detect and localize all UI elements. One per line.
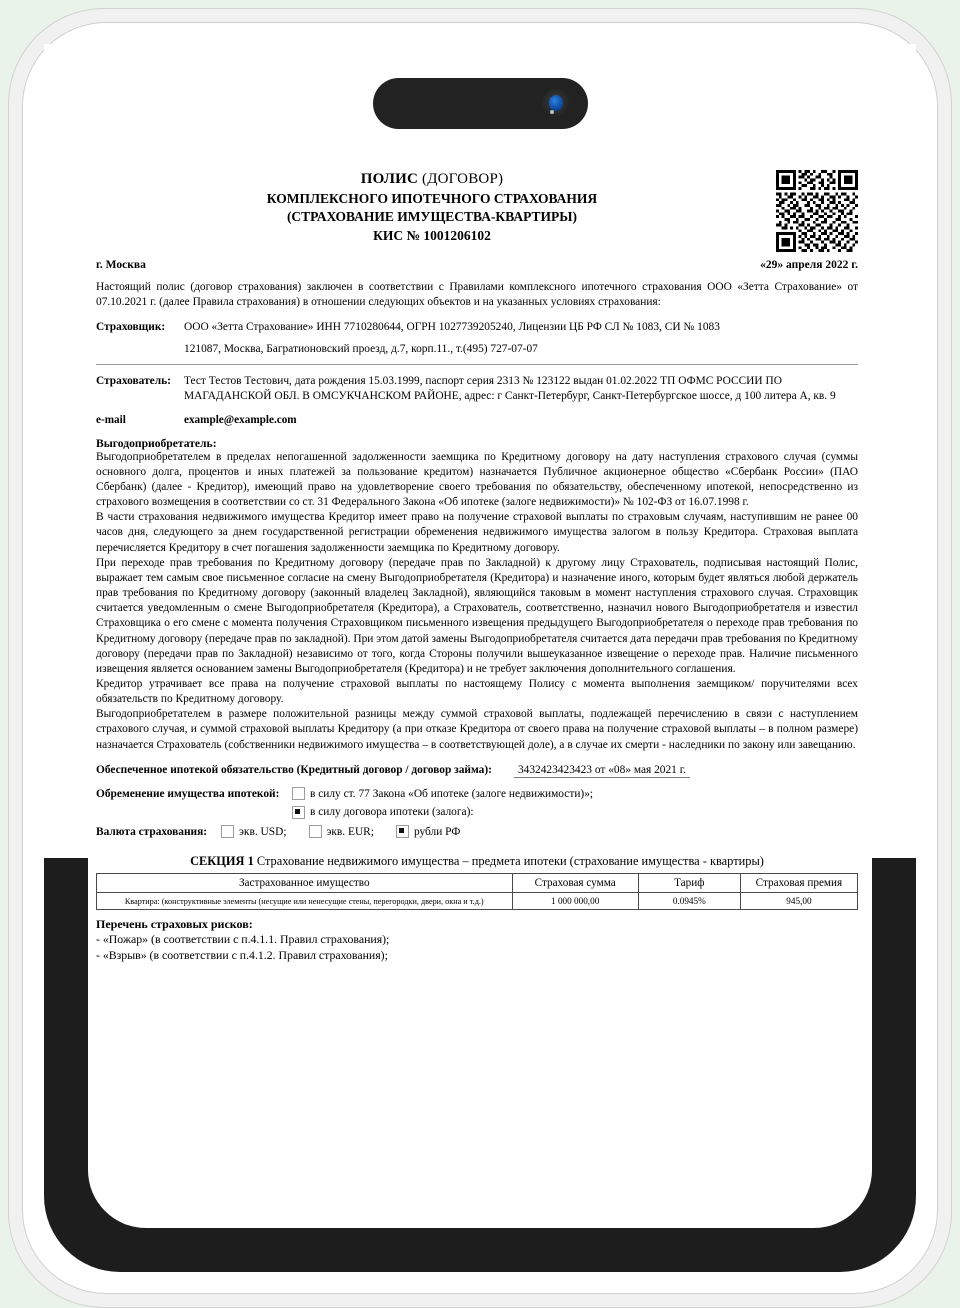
email-value: example@example.com [184,413,297,426]
beneficiary-heading: Выгодоприобретатель: [96,436,217,450]
dynamic-island [373,78,588,129]
currency-checkbox-usd[interactable] [221,825,234,838]
obligation-label: Обеспеченное ипотекой обязательство (Кредитный договор / договор займа): [96,763,492,776]
camera-lens [549,95,563,111]
qr-code [776,170,858,252]
obligation-value: 3432423423423 от «08» мая 2021 г. [514,764,690,778]
table-cell-property: Квартира: (конструктивные элементы (несущие или ненесущие стены, перегородки, двери, окна и т.д.) [97,893,513,910]
encumbrance-label: Обременение имущества ипотекой: [96,787,280,800]
encumbrance-option-row [96,803,858,821]
table-header-cell: Страховая сумма [512,874,638,893]
table-row [97,893,858,910]
encumbrance-checkbox-contract[interactable] [292,806,305,819]
obligation-row [96,764,858,778]
beneficiary-paragraph: Кредитор утрачивает все права на получение страховой выплаты по настоящему Полису с момента выполнения заемщиком/ поручителями всех обязательств по Кредитному договору. [96,677,858,706]
encumbrance-option-label: в силу договора ипотеки (залога): [310,806,474,819]
table-header-cell: Страховая премия [740,874,857,893]
title-policy-word: ПОЛИС [360,171,419,187]
currency-option-label: рубли РФ [413,825,461,838]
insurer-line-2: 121087, Москва, Багратионовский проезд, д.7, корп.11., т.(495) 727-07-07 [184,342,538,355]
insurer-line-1: ООО «Зетта Страхование» ИНН 7710280644, ОГРН 1027739205240, Лицензии ЦБ РФ СЛ № 1083, СИ № 1083 [184,320,720,333]
policyholder-label: Страхователь: [96,375,171,388]
table-header-cell: Застрахованное имущество [97,874,513,893]
policyholder-value: Тест Тестов Тестович, дата рождения 15.03.1999, паспорт серия 2313 № 123122 выдан 01.02.2022 ТП ОФМС РОССИИ ПО МАГАДАНСКОЙ ОБЛ. В ОМСУКЧАНСКОМ РАЙОНЕ, адрес: г Санкт-Петербург, Санкт-Петербургское шоссе, д 100 литера А, кв. 9 [184,375,836,403]
risk-item: - «Взрыв» (в соответствии с п.4.1.2. Правил страхования); [96,948,388,963]
currency-option-label: экв. EUR; [326,825,374,838]
table-header-cell: Тариф [638,874,740,893]
table-cell-premium: 945,00 [740,893,857,910]
insurer-row [96,320,858,358]
encumbrance-option-row [96,785,858,803]
section1-title [96,854,858,869]
document-city: г. Москва [96,259,146,272]
section1-prefix: СЕКЦИЯ 1 [190,854,254,869]
beneficiary-paragraph: Выгодоприобретателем в пределах непогашенной задолженности заемщика по Кредитному договору на дату наступления страхового случая (суммы основного долга, процентов и иных платежей за пользование кредитом) назначается Публичное акционерное общество «Сбербанк России» (ПАО Сбербанк) (далее - Кредитор), имеющий право на удовлетворение своего требования по обязательству, обеспеченному ипотекой, непосредственно из страхового возмещения в соответствии со ст. 31 Федерального Закона «Об ипотеке (залоге недвижимости)» № 102-ФЗ от 16.07.1998 г. [96,450,858,509]
email-row [96,413,858,428]
insurer-label: Страховщик: [96,320,166,333]
currency-checkbox-eur[interactable] [309,825,322,838]
title-policy-number: КИС № 1001206102 [373,227,491,243]
table-cell-sum: 1 000 000,00 [512,893,638,910]
currency-option-label: экв. USD; [239,825,287,838]
insurer-value [184,320,858,358]
currency-option-eur[interactable] [309,825,374,838]
insured-property-table [96,873,858,910]
qr-code-image [776,170,858,252]
beneficiary-paragraph: При переходе прав требования по Кредитному договору (передаче прав по Закладной) к другому лицу Страхователь, подписывая настоящий Полис, выражает тем самым свое письменное согласие на смену Выгодоприобретателя (Кредитора) и назначение иного, которым будет являться любой держатель прав требования по Кредитному договору (законный владелец Закладной), являющийся таковым в момент наступления страхового случая. Страховщик считается уведомленным о смене Выгодоприобретателя (Кредитора), а Страхователь, соответственно, назначил нового Выгодоприобретателя и известил Страховщика о его смене с момента получения Страховщиком письменного извещения предыдущего Выгодоприобретателя о переходе прав требования по Кредитному договору (передаче прав по закладной). При этом датой замены Выгодоприобретателя считается дата передачи прав требования по Кредитному договору (передачи прав по Закладной) независимо от того, когда Стороны получили вышеуказанное извещение о переходе прав. Наличие письменного извещения является основанием замены Выгодоприобретателя (Кредитора) и не требует заключения дополнительного соглашения. [96,556,858,675]
city-date-row [96,259,858,271]
policyholder-row [96,374,858,405]
document-date: «29» апреля 2022 г. [760,259,858,272]
insurance-policy-document [44,44,916,963]
risks-heading: Перечень страховых рисков: [96,917,253,932]
table-cell-tariff: 0.0945% [638,893,740,910]
currency-label: Валюта страхования: [96,825,208,838]
currency-row [96,825,858,838]
title-contract-word: (ДОГОВОР) [422,171,504,187]
beneficiary-paragraph: В части страхования недвижимого имущества Кредитор имеет право на получение страховой выплаты по страховым случаям, наступившим не ранее 00 часов дня, следующего за днем государственной регистрации обременения недвижимого имущества залогом в пользу Кредитора. Страховая выплата перечисляется Кредитору в счет погашения задолженности заемщика по Кредитному договору. [96,511,858,554]
currency-option-rub[interactable] [396,825,460,838]
encumbrance-option-label: в силу ст. 77 Закона «Об ипотеке (залоге недвижимости)»; [310,787,594,800]
camera-glint [550,110,554,114]
currency-option-usd[interactable] [221,825,286,838]
beneficiary-paragraph: Выгодоприобретателем в размере положительной разницы между суммой страховой выплаты, подлежащей перечислению в связи с наступлением страхового случая, и суммой страховой выплаты Кредитору (а при отказе Кредитора от своего права на получение страховой выплаты – в полном размере) назначается Страхователь (собственники недвижимого имущества – в соответствующей доле), а в случае их смерти - наследники по закону или завещанию. [96,708,858,751]
section1-text: Страхование недвижимого имущества – предмета ипотеки (страхование имущества - квартиры) [253,854,764,869]
title-subline-1: КОМПЛЕКСНОГО ИПОТЕЧНОГО СТРАХОВАНИЯ [266,190,598,206]
divider [96,364,858,365]
title-subline-2: (СТРАХОВАНИЕ ИМУЩЕСТВА-КВАРТИРЫ) [286,208,578,224]
front-camera-icon [542,89,570,117]
document-title-block [96,170,768,246]
email-label: e-mail [96,413,126,426]
encumbrance-block [96,785,858,822]
risk-item: - «Пожар» (в соответствии с п.4.1.1. Правил страхования); [96,932,390,947]
encumbrance-checkbox-law77[interactable] [292,787,305,800]
table-header-row [97,874,858,893]
preamble-text: Настоящий полис (договор страхования) заключен в соответствии с Правилами комплексного ипотечного страхования ООО «Зетта Страхование» от 07.10.2021 г. (далее Правила страхования) в отношении следующих объектов и на указанных условиях страхования: [96,281,858,309]
currency-checkbox-rub[interactable] [396,825,409,838]
title-main [96,170,768,190]
